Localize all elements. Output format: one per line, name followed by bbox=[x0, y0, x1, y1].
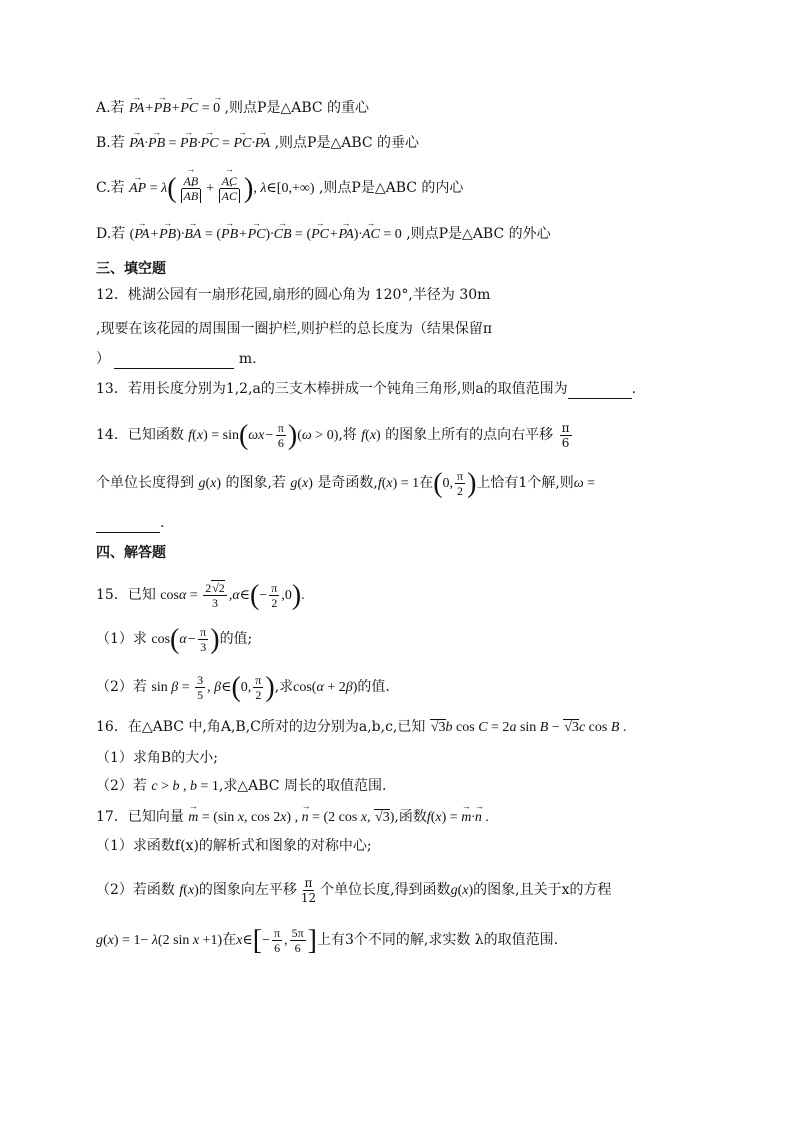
q16: 16．在△ABC 中,角A,B,C所对的边分别为a,b,c,已知 √3b cos C = 2a sin B − √3c cos B . bbox=[96, 719, 627, 735]
exam-page bbox=[96, 88, 696, 962]
q14-line1: 14．已知函数 f(x) = sin(ωx− $\frac{\pi}{6}$ )(ω > 0),将 f(x) 的图象上所有的点向右平移 $\frac{\pi}{6}$ bbox=[96, 419, 570, 451]
q15-part2: （2）若 sin β = $\frac{3}{5}$ , β∈(0, $\frac{\pi}{2}$ ),求cos(α + 2β)的值. bbox=[96, 671, 390, 703]
answer-blank[interactable] bbox=[568, 384, 632, 399]
section-title-solve: 四、解答题 bbox=[96, 545, 166, 561]
q13: 13．若用长度分别为1,2,a的三支木棒拼成一个钝角三角形,则a的取值范围为 . bbox=[96, 381, 637, 397]
option-b: B.若 → PA·→ PB = → PB·→ PC = → PC·→ PA ,则点P是△ABC 的垂心 bbox=[96, 133, 696, 154]
q14-line2: 个单位长度得到 g(x) 的图象,若 g(x) 是奇函数,f(x) = 1在(0, $\frac{\pi}{2}$ )上恰有1个解,则ω = bbox=[96, 467, 596, 499]
q17: 17．已知向量 → m = (sin x, cos 2x) , → n = (2 cos x, √3),函数f(x) = → m·→ n . bbox=[96, 807, 696, 828]
section-title-fill-blank: 三、填空题 bbox=[96, 261, 166, 277]
q15-part1: （1）求 cos(α− $\frac{\pi}{3}$ )的值; bbox=[96, 623, 253, 655]
q17-last: g(x) = 1− λ(2 sin x +1)在x∈[− $\frac{\pi}{6}$ , $\frac{5\pi}{6}$ ]上有3个不同的解,求实数 λ的取值范围. bbox=[96, 924, 559, 956]
q17-part1: （1）求函数f(x)的解析式和图象的对称中心; bbox=[96, 838, 372, 854]
q16-part1: （1）求角B的大小; bbox=[96, 750, 218, 766]
q17-part2: （2）若函数 f(x)的图象向左平移 $\frac{\pi}{12}$ 个单位长度,得到函数g(x)的图象,且关于x的方程 bbox=[96, 875, 612, 905]
q15: 15．已知 cosα = $\frac{2√2}{3}$ ,α∈(− $\frac{\pi}{2}$ ,0). bbox=[96, 579, 305, 611]
answer-blank[interactable] bbox=[96, 518, 160, 533]
option-c: C.若 → AP = λ( → AB → AB + → AC → AC ), λ∈[0,+∞) ,则点P是△ABC 的内心 bbox=[96, 164, 696, 212]
q12-line3: ） m. bbox=[96, 351, 257, 367]
option-d-formula: (→ PA+→ PB)·→ BA = (→ PB+→ PC)·→ CB = (→ PC+→ PA)·→ AC = 0 bbox=[130, 227, 402, 242]
option-a: A.若 → PA+→ PB+→ PC = → 0 ,则点P是△ABC 的重心 bbox=[96, 98, 696, 119]
q16-part2: （2）若 c > b , b = 1,求△ABC 周长的取值范围. bbox=[96, 778, 387, 794]
q12-line1: 12．桃湖公园有一扇形花园,扇形的圆心角为 120°,半径为 30m bbox=[96, 287, 491, 303]
option-a-formula: → PA+→ PB+→ PC = → 0 bbox=[129, 101, 220, 116]
option-d: D.若 (→ PA+→ PB)·→ BA = (→ PB+→ PC)·→ CB = (→ PC+→ PA)·→ AC = 0 ,则点P是△ABC 的外心 bbox=[96, 224, 696, 245]
option-b-formula: → PA·→ PB = → PB·→ PC = → PC·→ PA bbox=[129, 136, 270, 151]
q12-line2: ,现要在该花园的周围围一圈护栏,则护栏的总长度为（结果保留π bbox=[96, 321, 493, 337]
q14-answer: . bbox=[96, 513, 696, 533]
option-c-formula: → AP = λ( → AB → AB + → AC → AC ), λ∈[0,+∞) bbox=[129, 181, 314, 196]
q14-func-f: f(x) = sin(ωx− $\frac{\pi}{6}$ )(ω > 0) bbox=[188, 419, 339, 451]
answer-blank[interactable] bbox=[114, 354, 234, 369]
